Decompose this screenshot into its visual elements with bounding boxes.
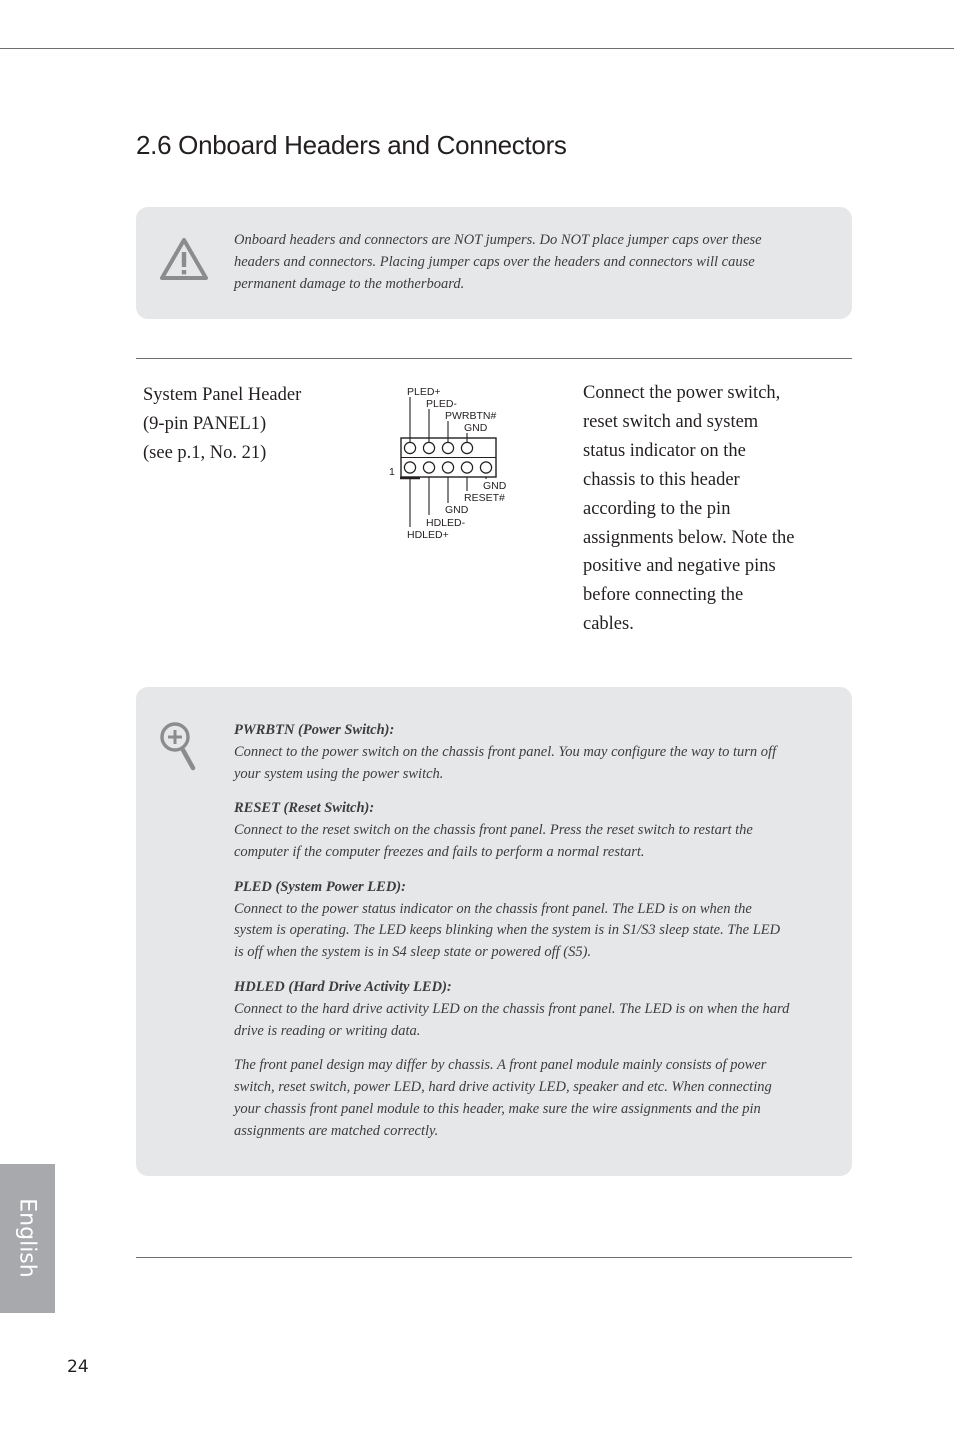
pin xyxy=(461,462,472,473)
panel-pin-diagram xyxy=(385,380,525,546)
pin-label-hdled-minus: HDLED- xyxy=(426,517,466,529)
warning-triangle-icon xyxy=(158,236,210,282)
pin-label-pwrbtn: PWRBTN# xyxy=(445,410,497,422)
pin xyxy=(404,462,415,473)
note-content xyxy=(234,720,790,1143)
pin-label-pled-minus: PLED- xyxy=(426,398,457,410)
pin xyxy=(480,462,491,473)
note-text: Connect to the power switch on the chassis front panel. You may configure the way to turn off your system using the power switch. xyxy=(234,743,777,782)
note-text: Connect to the reset switch on the chassis front panel. Press the reset switch to restart the computer if the computer freezes and fails to perform a normal restart. xyxy=(234,822,753,860)
section-divider xyxy=(136,358,852,359)
note-heading: RESET (Reset Switch): xyxy=(234,800,375,817)
pin xyxy=(461,442,472,453)
top-rule xyxy=(0,48,954,49)
header-label-line: (see p.1, No. 21) xyxy=(143,443,267,463)
page-number: 24 xyxy=(67,1357,89,1377)
system-panel-description: Connect the power switch, reset switch and system status indicator on the chassis to this header according to the pin assignments below. Note the positive and negative pins before connecting the cables. xyxy=(583,383,795,635)
header-label-line: (9-pin PANEL1) xyxy=(143,414,267,434)
warning-text: Onboard headers and connectors are NOT jumpers. Do NOT place jumper caps over these headers and connectors. Placing jumper caps over the headers and connectors will cause permanent damage to the motherboard. xyxy=(234,232,762,292)
note-item xyxy=(234,720,790,785)
pin-label-reset: RESET# xyxy=(464,492,505,504)
section-title: 2.6 Onboard Headers and Connectors xyxy=(136,130,567,160)
pin-label-gnd-top: GND xyxy=(464,422,488,434)
pin xyxy=(423,442,434,453)
header-label-line: System Panel Header xyxy=(143,385,302,405)
system-panel-header-label xyxy=(143,381,301,468)
pin-label-gnd-2: GND xyxy=(445,504,469,516)
pin xyxy=(423,462,434,473)
language-tab xyxy=(0,1164,55,1313)
pin xyxy=(404,442,415,453)
note-item xyxy=(234,798,790,863)
note-item xyxy=(234,977,790,1042)
pin-one-label: 1 xyxy=(389,466,395,478)
note-item xyxy=(234,877,790,964)
pin-label-pled-plus: PLED+ xyxy=(407,386,441,398)
note-text: Connect to the hard drive activity LED on the chassis front panel. The LED is on when the hard drive is reading or writing data. xyxy=(234,1000,790,1039)
note-heading: PWRBTN (Power Switch): xyxy=(234,722,395,738)
warning-box xyxy=(136,207,852,319)
note-box xyxy=(136,687,852,1176)
pin-label-hdled-plus: HDLED+ xyxy=(407,529,449,541)
language-tab-label: English xyxy=(14,1198,40,1278)
pin-label-gnd-1: GND xyxy=(483,480,507,492)
note-text: Connect to the power status indicator on the chassis front panel. The LED is on when the system is operating. The LED keeps blinking when the system is in S1/S3 sleep state. The LED is off when the system is in S4 sleep state or powered off (S5). xyxy=(234,900,781,961)
note-heading: HDLED (Hard Drive Activity LED): xyxy=(234,978,452,995)
pin xyxy=(442,442,453,453)
note-footer: The front panel design may differ by chassis. A front panel module mainly consists of power switch, reset switch, power LED, hard drive activity LED, speaker and etc. When connecting your chassis front panel module to this header, make sure the wire assignments and the pin assignments are matched correctly. xyxy=(234,1057,772,1139)
bottom-rule xyxy=(136,1257,852,1258)
magnifier-plus-icon xyxy=(158,720,198,772)
pin xyxy=(442,462,453,473)
note-heading: PLED (System Power LED): xyxy=(234,878,406,895)
